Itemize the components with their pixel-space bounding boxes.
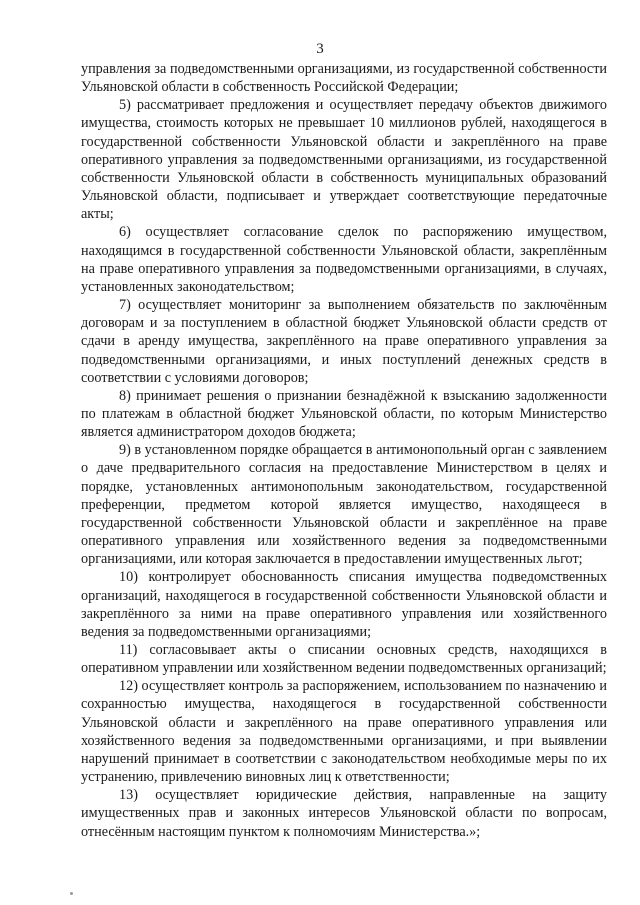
- paragraph-continuation: управления за подведомственными организациями, из государственной собственности Ульяновской области в собственность Российской Федерации;: [81, 61, 607, 96]
- paragraph-item-10: 10) контролирует обоснованность списания имущества подведомственных организаций, находящегося в государственной собственности Ульяновской области и закреплённого за ними на праве оперативного управления или хозяйственного ведения за подведомственными организациями;: [81, 569, 607, 640]
- paragraph-item-11: 11) согласовывает акты о списании основных средств, находящихся в оперативном управлении или хозяйственном ведении подведомственных организаций;: [81, 642, 607, 677]
- paragraph-item-13: 13) осуществляет юридические действия, направленные на защиту имущественных прав и законных интересов Ульяновской области по вопросам, отнесённым настоящим пунктом к полномочиям Министерства.»;: [81, 787, 607, 840]
- scan-artifact-dot: [70, 892, 73, 895]
- paragraph-item-12: 12) осуществляет контроль за распоряжением, использованием по назначению и сохранностью имущества, находящегося в государственной собственности Ульяновской области и закреплённого на праве оперативного управления или хозяйственного ведения за подведомственными организациями, и при выявлении нарушений принимает в соответствии с законодательством необходимые меры по их устранению, привлечению виновных лиц к ответственности;: [81, 678, 607, 786]
- paragraph-item-9: 9) в установленном порядке обращается в антимонопольный орган с заявлением о даче предварительного согласия на предоставление Министерством в целях и порядке, установленных антимонопольным законодательством, государственной преференции, предметом которой является имущество, находящееся в государственной собственности Ульяновской области и закреплённое на праве оперативного управления или хозяйственного ведения за подведомственными организациями, или которая заключается в предоставлении имущественных льгот;: [81, 442, 607, 568]
- paragraph-item-5: 5) рассматривает предложения и осуществляет передачу объектов движимого имущества, стоимость которых не превышает 10 миллионов рублей, находящегося в государственной собственности Ульяновской области и закреплённого на праве оперативного управления за подведомственными организациями, из государственной собственности Ульяновской области в собственность муниципальных образований Ульяновской области, подписывает и утверждает соответствующие передаточные акты;: [81, 97, 607, 223]
- paragraph-item-7: 7) осуществляет мониторинг за выполнением обязательств по заключённым договорам и за поступлением в областной бюджет Ульяновской области средств от сдачи в аренду имущества, закреплённого на праве оперативного управления за подведомственными организациями, и иных поступлений денежных средств в соответствии с условиями договоров;: [81, 297, 607, 386]
- paragraph-item-8: 8) принимает решения о признании безнадёжной к взысканию задолженности по платежам в областной бюджет Ульяновской области, по которым Министерство является администратором доходов бюджета;: [81, 387, 607, 441]
- document-body: [81, 60, 607, 841]
- paragraph-item-6: 6) осуществляет согласование сделок по распоряжению имуществом, находящимся в государственной собственности Ульяновской области, закреплённым на праве оперативного управления за подведомственными организациями, в случаях, установленных законодательством;: [81, 224, 607, 295]
- page-number: 3: [316, 41, 324, 57]
